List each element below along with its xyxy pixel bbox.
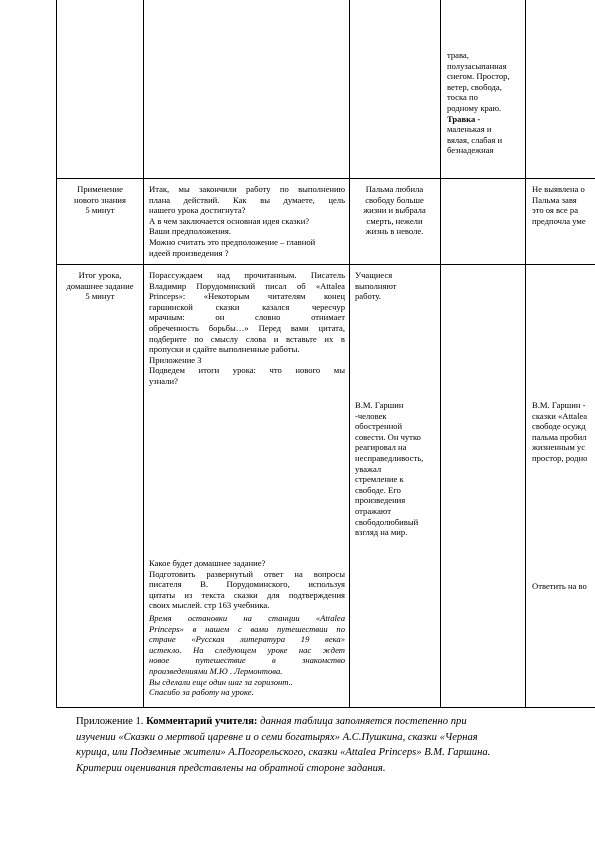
teacher-comment-footer bbox=[76, 714, 576, 776]
text-line: Пальма любила bbox=[365, 184, 424, 194]
row1-col5-text bbox=[447, 50, 523, 156]
text-line: плана действий. Как вы думаете, цель bbox=[149, 194, 345, 205]
text-line: -человек bbox=[355, 410, 387, 421]
text-line: домашнее задание bbox=[66, 280, 134, 291]
table-col-divider-4 bbox=[525, 0, 526, 708]
table-border-bottom bbox=[56, 707, 595, 708]
text-line: маленькая и bbox=[447, 124, 492, 135]
text-line: Итак, мы закончили работу по выполнению bbox=[149, 184, 345, 194]
text-line: нашего урока достигнута? bbox=[149, 205, 246, 216]
text-line: совести. Он чутко bbox=[355, 431, 421, 442]
text-line: Учащиеся bbox=[355, 270, 393, 280]
text-line: ветер, свобода, bbox=[447, 81, 502, 92]
text-line: Приложение 3 bbox=[149, 354, 202, 365]
row2-col6-text bbox=[532, 184, 595, 226]
footer-line: изучении «Сказки о мертвой царевне и о семи богатырях» А.С.Пушкина, сказки «Черная bbox=[76, 731, 478, 743]
text-line: жизни и выбрала bbox=[363, 205, 426, 216]
text-line: Можно считать это предположение – главной bbox=[149, 236, 316, 247]
text-line: взгляд на мир. bbox=[355, 527, 408, 538]
text-line: истекло. На следующем уроке нас ждет bbox=[149, 644, 345, 655]
text-line: Порассуждаем над прочитанным. Писатель bbox=[149, 270, 345, 280]
table-row-divider-2 bbox=[56, 264, 595, 265]
text-line: обостренной bbox=[355, 421, 403, 432]
table-row-divider-1 bbox=[56, 178, 595, 179]
table-border-left bbox=[56, 0, 57, 708]
table-col-divider-2 bbox=[349, 0, 350, 708]
text-line: Подведем итоги урока: что нового мы bbox=[149, 365, 345, 376]
text-line: 5 минут bbox=[85, 205, 115, 216]
text-line: это оя все ра bbox=[532, 205, 579, 216]
text-line: полузасыпанная bbox=[447, 60, 507, 71]
text-line: подберите по смыслу слова и вставьте их в bbox=[149, 333, 345, 344]
text-line-bold: Травка - bbox=[447, 113, 481, 124]
text-line: Ответить на во bbox=[532, 581, 587, 591]
text-line: Не выявлена о bbox=[532, 184, 585, 194]
text-line: В.М. Гаршин bbox=[355, 400, 404, 410]
text-line: нового знания bbox=[74, 194, 126, 205]
text-line: Вы сделали еще один шаг за горизонт.. bbox=[149, 676, 293, 687]
text-line: Ваши предположения. bbox=[149, 226, 231, 237]
text-line: В.М. Гаршин - bbox=[532, 400, 586, 410]
text-line: стремление к bbox=[355, 474, 404, 485]
text-line: пропуски и сдайте выполненные работы. bbox=[149, 344, 300, 355]
comment-heading: Комментарий учителя: bbox=[146, 716, 258, 727]
text-line: уважал bbox=[355, 463, 382, 474]
table-col-divider-3 bbox=[440, 0, 441, 708]
text-line: 5 минут bbox=[85, 291, 115, 302]
row3-student-task bbox=[355, 270, 438, 302]
text-line: цитаты из текста сказки для подтверждения bbox=[149, 589, 345, 600]
footer-text: данная таблица заполняется постепенно при bbox=[260, 716, 467, 727]
row2-teacher-activity bbox=[149, 184, 345, 258]
footer-line: Критерии оценивания представлены на обратной стороне задания. bbox=[76, 762, 386, 774]
text-line: Итог урока, bbox=[78, 270, 122, 280]
text-line: снегом. Простор, bbox=[447, 71, 510, 82]
text-line: гаршинской сказки казался чересчур bbox=[149, 301, 345, 312]
text-line: трава, bbox=[447, 50, 469, 60]
text-line: работу. bbox=[355, 291, 381, 302]
text-line: простор, родно bbox=[532, 452, 588, 463]
footer-line bbox=[76, 714, 576, 730]
text-line: реагировал на bbox=[355, 442, 407, 453]
footer-line: курица, или Подземные жители» А.Погорельского, сказки «Attalea Princeps» В.М. Гаршина. bbox=[76, 747, 491, 758]
text-line: Время остановки на станции «Attalea bbox=[149, 613, 345, 623]
row3-closing-words bbox=[149, 613, 345, 698]
text-line: выполняют bbox=[355, 280, 397, 291]
text-line: смерть, нежели bbox=[366, 215, 423, 226]
text-line: А в чем заключается основная идея сказки? bbox=[149, 215, 310, 226]
text-line: стране «Русская литература 19 века» bbox=[149, 634, 345, 645]
text-line: Применение bbox=[77, 184, 123, 194]
text-line: новое путешествие в знакомство bbox=[149, 655, 345, 666]
text-line: сказки «Attalea bbox=[532, 410, 588, 421]
text-line: произведениями М.Ю . Лермонтова. bbox=[149, 665, 283, 676]
text-line: произведения bbox=[355, 495, 406, 506]
text-line: свободолюбивый bbox=[355, 516, 419, 527]
text-line: своих мыслей. стр 163 учебника. bbox=[149, 600, 270, 611]
table-col-divider-1 bbox=[143, 0, 144, 708]
text-line: тоска по bbox=[447, 92, 478, 103]
row3-teacher-reflection bbox=[149, 270, 345, 387]
text-line: Владимир Порудоминский писал об «Attalea bbox=[149, 280, 345, 291]
text-line: родному краю. bbox=[447, 102, 502, 113]
text-line: идеей произведения ? bbox=[149, 247, 229, 258]
text-line: Какое будет домашнее задание? bbox=[149, 558, 266, 568]
text-line: пальма пробил bbox=[532, 431, 587, 442]
text-line: свободу больше bbox=[365, 194, 424, 205]
text-line: узнали? bbox=[149, 375, 178, 386]
row2-student-activity bbox=[351, 184, 438, 237]
text-line: писателя В. Порудоминского, используя bbox=[149, 579, 345, 590]
text-line: свободе. Его bbox=[355, 484, 401, 495]
text-line: безнадежная bbox=[447, 145, 494, 156]
text-line: обреченность борьбы…» Перед вами цитата, bbox=[149, 322, 345, 333]
text-line: Подготовить развернутый ответ на вопросы bbox=[149, 568, 345, 579]
text-line: отражают bbox=[355, 505, 391, 516]
appendix-label: Приложение 1. bbox=[76, 716, 144, 727]
text-line: мрачным: он словно отнимает bbox=[149, 312, 345, 323]
text-line: жизнь в неволе. bbox=[365, 226, 424, 237]
row3-col6-homework bbox=[532, 581, 595, 592]
text-line: Princeps» в нашем с вами путешествии по bbox=[149, 623, 345, 634]
text-line: Princeps»: «Некоторым читателям конец bbox=[149, 291, 345, 302]
row3-stage bbox=[57, 270, 143, 302]
row3-homework bbox=[149, 558, 345, 611]
text-line: Спасибо за работу на уроке. bbox=[149, 687, 254, 698]
text-line: предпочла уме bbox=[532, 215, 586, 226]
text-line: несправедливость, bbox=[355, 452, 424, 463]
text-line: свободе осужд bbox=[532, 421, 586, 432]
row2-stage bbox=[57, 184, 143, 216]
text-line: Пальма завя bbox=[532, 194, 577, 205]
row3-student-answer bbox=[355, 400, 439, 538]
text-line: жизненным ус bbox=[532, 442, 586, 453]
row3-col6-text bbox=[532, 400, 595, 464]
text-line: вялая, слабая и bbox=[447, 134, 503, 145]
